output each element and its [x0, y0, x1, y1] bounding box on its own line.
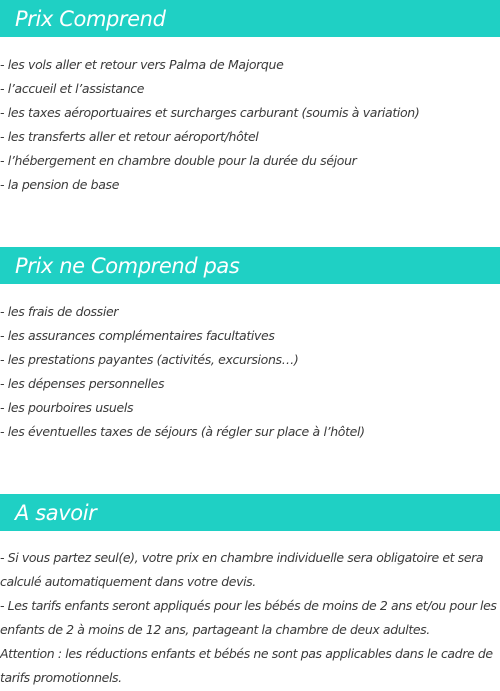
list-item: - les éventuelles taxes de séjours (à régler sur place à l’hôtel) — [0, 424, 365, 439]
info-paragraph: - Les tarifs enfants seront appliqués pour les bébés de moins de 2 ans et/ou pour les enfants de 2 à moins de 12 ans, partageant la chambre de deux adultes. — [0, 598, 497, 637]
list-item: - les dépenses personnelles — [0, 376, 165, 391]
list-item: - les vols aller et retour vers Palma de Majorque — [0, 57, 284, 72]
list-item: - la pension de base — [0, 177, 120, 192]
list-item: - l’hébergement en chambre double pour la durée du séjour — [0, 153, 357, 168]
section-header-prix-ne-comprend-pas — [0, 247, 500, 284]
excluded-list — [0, 300, 500, 444]
list-item: - les pourboires usuels — [0, 400, 134, 415]
section-title: Prix ne Comprend pas — [15, 253, 240, 278]
included-list — [0, 53, 500, 197]
list-item: - les transferts aller et retour aéroport/hôtel — [0, 129, 259, 144]
list-item: - les prestations payantes (activités, excursions…) — [0, 352, 299, 367]
info-paragraph: - Si vous partez seul(e), votre prix en chambre individuelle sera obligatoire et sera calculé automatiquement dans votre devis. — [0, 550, 484, 589]
list-item: - l’accueil et l’assistance — [0, 81, 145, 96]
list-item: - les assurances complémentaires facultatives — [0, 328, 275, 343]
section-title: Prix Comprend — [15, 6, 166, 31]
info-block — [0, 546, 500, 690]
list-item: - les taxes aéroportuaires et surcharges carburant (soumis à variation) — [0, 105, 420, 120]
section-header-prix-comprend — [0, 0, 500, 37]
section-title: A savoir — [15, 500, 97, 525]
section-header-a-savoir — [0, 494, 500, 531]
list-item: - les frais de dossier — [0, 304, 119, 319]
info-paragraph: Attention : les réductions enfants et bébés ne sont pas applicables dans le cadre de tarifs promotionnels. — [0, 646, 493, 685]
